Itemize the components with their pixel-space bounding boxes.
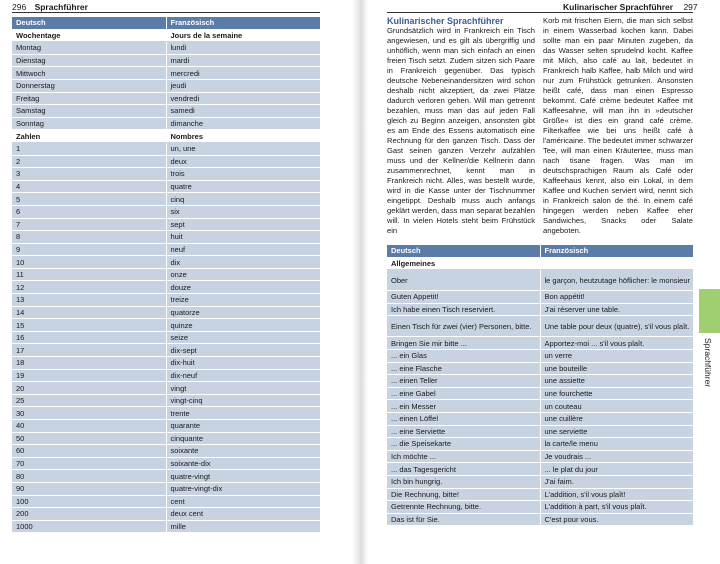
table-row bbox=[12, 420, 320, 433]
cell-deutsch: 70 bbox=[12, 457, 166, 470]
cell-franzoesisch: dix bbox=[166, 256, 320, 269]
cell-deutsch: 1000 bbox=[12, 520, 166, 533]
cell-deutsch: 50 bbox=[12, 432, 166, 445]
cell-franzoesisch: vingt bbox=[166, 382, 320, 395]
cell-deutsch: 11 bbox=[12, 268, 166, 281]
vocab-table-right bbox=[387, 245, 693, 526]
table-row bbox=[387, 337, 693, 350]
table-row bbox=[12, 508, 320, 521]
table-header-row bbox=[12, 17, 320, 29]
table-row bbox=[12, 457, 320, 470]
table-row bbox=[12, 105, 320, 118]
table-row bbox=[387, 291, 693, 304]
cell-franzoesisch: huit bbox=[166, 231, 320, 244]
cell-deutsch: Ober bbox=[387, 270, 540, 291]
cell-franzoesisch: soixante bbox=[166, 445, 320, 458]
cell-franzoesisch: cinquante bbox=[166, 432, 320, 445]
vocab-table-left bbox=[12, 17, 320, 533]
cell-franzoesisch: dix-huit bbox=[166, 357, 320, 370]
cell-franzoesisch: vingt-cinq bbox=[166, 394, 320, 407]
cell-deutsch: ... eine Flasche bbox=[387, 362, 540, 375]
cell-franzoesisch: une assiette bbox=[540, 375, 693, 388]
cell-deutsch: 12 bbox=[12, 281, 166, 294]
cell-franzoesisch: treize bbox=[166, 294, 320, 307]
cell-deutsch: Getrennte Rechnung, bitte. bbox=[387, 501, 540, 514]
cell-deutsch: Ich bin hungrig. bbox=[387, 475, 540, 488]
cell-deutsch: Ich habe einen Tisch reserviert. bbox=[387, 303, 540, 316]
article-column-2 bbox=[543, 16, 693, 236]
table-row bbox=[387, 412, 693, 425]
table-row bbox=[387, 438, 693, 451]
cell-franzoesisch: un verre bbox=[540, 349, 693, 362]
cell-deutsch: 200 bbox=[12, 508, 166, 521]
table-row bbox=[12, 331, 320, 344]
cell-franzoesisch: seize bbox=[166, 331, 320, 344]
cell-deutsch: 13 bbox=[12, 294, 166, 307]
right-header-rule bbox=[387, 12, 693, 13]
cell-franzoesisch: quinze bbox=[166, 319, 320, 332]
table-row bbox=[12, 520, 320, 533]
cell-deutsch: 5 bbox=[12, 193, 166, 206]
cell-deutsch: 7 bbox=[12, 218, 166, 231]
table-row bbox=[12, 54, 320, 67]
cell-franzoesisch: une serviette bbox=[540, 425, 693, 438]
cell-deutsch: Sonntag bbox=[12, 117, 166, 130]
cell-deutsch: 17 bbox=[12, 344, 166, 357]
table-row bbox=[387, 375, 693, 388]
table-row bbox=[12, 67, 320, 80]
cell-deutsch: 100 bbox=[12, 495, 166, 508]
cell-franzoesisch: ... le plat du jour bbox=[540, 463, 693, 476]
table-row bbox=[12, 394, 320, 407]
cell-deutsch: 9 bbox=[12, 243, 166, 256]
left-header-rule bbox=[12, 12, 320, 13]
cell-deutsch: Einen Tisch für zwei (vier) Personen, bitte. bbox=[387, 316, 540, 337]
cell-franzoesisch: dimanche bbox=[166, 117, 320, 130]
cell-franzoesisch: J'ai faim. bbox=[540, 475, 693, 488]
table-row bbox=[387, 513, 693, 526]
table-row bbox=[12, 306, 320, 319]
cell-deutsch: Bringen Sie mir bitte ... bbox=[387, 337, 540, 350]
table-row bbox=[12, 445, 320, 458]
table-row bbox=[12, 231, 320, 244]
cell-deutsch: 40 bbox=[12, 420, 166, 433]
table-row bbox=[12, 218, 320, 231]
cell-deutsch: 15 bbox=[12, 319, 166, 332]
table-row bbox=[12, 155, 320, 168]
table-row bbox=[12, 432, 320, 445]
cell-franzoesisch: Une table pour deux (quatre), s'il vous plaît. bbox=[540, 316, 693, 337]
cell-franzoesisch: trois bbox=[166, 168, 320, 181]
cell-deutsch: Das ist für Sie. bbox=[387, 513, 540, 526]
cell-deutsch: Mittwoch bbox=[12, 67, 166, 80]
cell-deutsch: 10 bbox=[12, 256, 166, 269]
left-running-head: Sprachführer bbox=[34, 2, 88, 12]
table-row bbox=[387, 450, 693, 463]
cell-franzoesisch: onze bbox=[166, 268, 320, 281]
cell-deutsch: Wochentage bbox=[12, 29, 166, 42]
thumb-index-tab bbox=[699, 289, 720, 333]
cell-deutsch: 3 bbox=[12, 168, 166, 181]
table-row bbox=[387, 270, 693, 291]
cell-franzoesisch: quatre bbox=[166, 180, 320, 193]
cell-franzoesisch: cent bbox=[166, 495, 320, 508]
cell-franzoesisch: un couteau bbox=[540, 400, 693, 413]
cell-deutsch: ... ein Messer bbox=[387, 400, 540, 413]
cell-deutsch: Donnerstag bbox=[12, 79, 166, 92]
cell-deutsch: ... eine Serviette bbox=[387, 425, 540, 438]
thumb-index-label: Sprachführer bbox=[703, 338, 713, 388]
cell-deutsch: 18 bbox=[12, 357, 166, 370]
section-header-row bbox=[12, 29, 320, 42]
cell-franzoesisch bbox=[540, 257, 693, 270]
table-row bbox=[387, 316, 693, 337]
table-row bbox=[387, 387, 693, 400]
cell-deutsch: ... eine Gabel bbox=[387, 387, 540, 400]
cell-franzoesisch: le garçon, heutzutage höflicher: le monsieur bbox=[540, 270, 693, 291]
cell-franzoesisch: Bon appétit! bbox=[540, 291, 693, 304]
cell-franzoesisch: un, une bbox=[166, 142, 320, 155]
cell-deutsch: Samstag bbox=[12, 105, 166, 118]
cell-franzoesisch: une fourchette bbox=[540, 387, 693, 400]
table-row bbox=[12, 470, 320, 483]
cell-franzoesisch: L'addition, s'il vous plaît! bbox=[540, 488, 693, 501]
right-running-head: Kulinarischer Sprachführer bbox=[563, 2, 674, 12]
cell-deutsch: 90 bbox=[12, 482, 166, 495]
table-row bbox=[12, 495, 320, 508]
cell-deutsch: 14 bbox=[12, 306, 166, 319]
cell-franzoesisch: deux bbox=[166, 155, 320, 168]
cell-deutsch: ... einen Teller bbox=[387, 375, 540, 388]
cell-franzoesisch: quatorze bbox=[166, 306, 320, 319]
table-row bbox=[12, 482, 320, 495]
table-row bbox=[387, 303, 693, 316]
cell-deutsch: Montag bbox=[12, 42, 166, 55]
column-header-franzoesisch: Französisch bbox=[540, 245, 693, 257]
cell-franzoesisch: une bouteille bbox=[540, 362, 693, 375]
table-row bbox=[12, 180, 320, 193]
table-row bbox=[12, 142, 320, 155]
table-row bbox=[12, 193, 320, 206]
table-row bbox=[12, 168, 320, 181]
table-row bbox=[387, 475, 693, 488]
cell-deutsch: 8 bbox=[12, 231, 166, 244]
cell-franzoesisch: C'est pour vous. bbox=[540, 513, 693, 526]
cell-franzoesisch: L'addition à part, s'il vous plaît. bbox=[540, 501, 693, 514]
cell-deutsch: 2 bbox=[12, 155, 166, 168]
table-row bbox=[12, 319, 320, 332]
cell-franzoesisch: soixante-dix bbox=[166, 457, 320, 470]
cell-franzoesisch: quatre-vingt-dix bbox=[166, 482, 320, 495]
cell-deutsch: 6 bbox=[12, 205, 166, 218]
table-row bbox=[387, 501, 693, 514]
cell-franzoesisch: quatre-vingt bbox=[166, 470, 320, 483]
book-gutter bbox=[352, 0, 368, 564]
cell-franzoesisch: samedi bbox=[166, 105, 320, 118]
column-header-deutsch: Deutsch bbox=[387, 245, 540, 257]
cell-franzoesisch: dix-sept bbox=[166, 344, 320, 357]
cell-deutsch: 25 bbox=[12, 394, 166, 407]
article-text-col1: Grundsätzlich wird in Frankreich ein Tisch angewiesen, und es gilt als übergriffig und unhöflich, wenn man sich einfach an einen freien Tisch setzt. Zudem sitzen sich Paare in Frankreich gegenüber. Das typisch deutsche Nebeneinandersitzen wird schon deshalb nicht akzeptiert, da zwei Plätze dadurch verloren gehen. Will man getrennt bezahlen, muss man das auf jeden Fall gleich zu Beginn anzeigen, ansonsten gibt es am Ende des Essens automatisch eine Rechnung für den ganzen Tisch. Dass der Gast seinen ganzen Verzehr aufzählen muss und der Kellner/die Kellnerin dann zusammenrechnet, kennt man in Frankreich nicht. Alles, was bestellt wurde, wird in die Kasse unter der Tischnummer eingetippt. Deshalb muss auch anfangs geklärt werden, dass man separat bezahlen will. In vielen Hotels steht beim Frühstück ein bbox=[387, 26, 535, 235]
cell-franzoesisch: six bbox=[166, 205, 320, 218]
cell-deutsch: Freitag bbox=[12, 92, 166, 105]
cell-franzoesisch: sept bbox=[166, 218, 320, 231]
cell-deutsch: Zahlen bbox=[12, 130, 166, 143]
cell-franzoesisch: une cuillère bbox=[540, 412, 693, 425]
cell-franzoesisch: mille bbox=[166, 520, 320, 533]
table-row bbox=[12, 294, 320, 307]
cell-franzoesisch: Jours de la semaine bbox=[166, 29, 320, 42]
table-row bbox=[12, 243, 320, 256]
table-row bbox=[387, 400, 693, 413]
table-header-row bbox=[387, 245, 693, 257]
cell-deutsch: 4 bbox=[12, 180, 166, 193]
cell-deutsch: 20 bbox=[12, 382, 166, 395]
cell-franzoesisch: la carte/le menu bbox=[540, 438, 693, 451]
table-row bbox=[12, 281, 320, 294]
cell-deutsch: ... ein Glas bbox=[387, 349, 540, 362]
cell-franzoesisch: J'ai réserver une table. bbox=[540, 303, 693, 316]
table-row bbox=[12, 256, 320, 269]
cell-deutsch: ... einen Löffel bbox=[387, 412, 540, 425]
cell-deutsch: 16 bbox=[12, 331, 166, 344]
table-row bbox=[12, 344, 320, 357]
table-row bbox=[12, 205, 320, 218]
cell-franzoesisch: vendredi bbox=[166, 92, 320, 105]
left-page-number: 296 bbox=[12, 2, 27, 12]
cell-franzoesisch: cinq bbox=[166, 193, 320, 206]
table-row bbox=[12, 92, 320, 105]
article-column-1 bbox=[387, 16, 535, 236]
article-title: Kulinarischer Sprachführer bbox=[387, 16, 504, 26]
table-row bbox=[12, 357, 320, 370]
section-header-row bbox=[12, 130, 320, 143]
section-header-row bbox=[387, 257, 693, 270]
table-row bbox=[12, 42, 320, 55]
cell-franzoesisch: neuf bbox=[166, 243, 320, 256]
cell-deutsch: Die Rechnung, bitte! bbox=[387, 488, 540, 501]
cell-franzoesisch: deux cent bbox=[166, 508, 320, 521]
cell-franzoesisch: jeudi bbox=[166, 79, 320, 92]
cell-deutsch: 30 bbox=[12, 407, 166, 420]
cell-franzoesisch: douze bbox=[166, 281, 320, 294]
cell-deutsch: Ich möchte ... bbox=[387, 450, 540, 463]
cell-franzoesisch: dix-neuf bbox=[166, 369, 320, 382]
cell-deutsch: 19 bbox=[12, 369, 166, 382]
cell-franzoesisch: Je voudrais ... bbox=[540, 450, 693, 463]
table-row bbox=[12, 369, 320, 382]
cell-franzoesisch: lundi bbox=[166, 42, 320, 55]
cell-deutsch: ... die Speisekarte bbox=[387, 438, 540, 451]
article-text-col2: Korb mit frischen Eiern, die man sich selbst in einem Wasserbad kochen kann. Dabei sollte man ein paar Minuten zugeben, da das Wasser selten sprudelnd kocht. Kaffee mit Milch, also café au lait, bedeutet in Frankreich halb Kaffee, halb Milch und wird nur zum Frühstück getrunken. Ansonsten heißt café, dass man einen Espresso bekommt. Café crème bedeutet Kaffee mit Kaffeesahne, will man ihn in »deutscher Größe« ist dies ein grand café crème. Filterkaffee wie bei uns heißt café à l'américaine. The bedeutet immer schwarzer Tee, will man einen Kräutertee, muss man nach tisane fragen. Was man im deutschsprachigen Raum als Café oder Kaffeehaus kennt, also ein Lokal, in dem Kaffee und Kuchen serviert wird, nennt sich in Frankreich salon de thé. In einem café hingegen werden neben Kaffee eher Sandwiches, Snacks oder Salate angeboten. bbox=[543, 16, 693, 235]
cell-franzoesisch: mardi bbox=[166, 54, 320, 67]
table-row bbox=[387, 362, 693, 375]
table-row bbox=[12, 79, 320, 92]
cell-deutsch: 60 bbox=[12, 445, 166, 458]
table-row bbox=[12, 268, 320, 281]
cell-deutsch: ... das Tagesgericht bbox=[387, 463, 540, 476]
right-page-number: 297 bbox=[683, 2, 698, 12]
cell-franzoesisch: quarante bbox=[166, 420, 320, 433]
cell-deutsch: 1 bbox=[12, 142, 166, 155]
cell-deutsch: Dienstag bbox=[12, 54, 166, 67]
table-row bbox=[387, 425, 693, 438]
table-row bbox=[12, 407, 320, 420]
column-header-deutsch: Deutsch bbox=[12, 17, 166, 29]
column-header-franzoesisch: Französisch bbox=[166, 17, 320, 29]
cell-deutsch: 80 bbox=[12, 470, 166, 483]
cell-deutsch: Guten Appetit! bbox=[387, 291, 540, 304]
table-row bbox=[387, 349, 693, 362]
cell-franzoesisch: Nombres bbox=[166, 130, 320, 143]
cell-franzoesisch: Apportez-moi ... s'il vous plaît. bbox=[540, 337, 693, 350]
cell-franzoesisch: mercredi bbox=[166, 67, 320, 80]
table-row bbox=[12, 382, 320, 395]
table-row bbox=[387, 488, 693, 501]
cell-franzoesisch: trente bbox=[166, 407, 320, 420]
table-row bbox=[387, 463, 693, 476]
cell-deutsch: Allgemeines bbox=[387, 257, 540, 270]
table-row bbox=[12, 117, 320, 130]
